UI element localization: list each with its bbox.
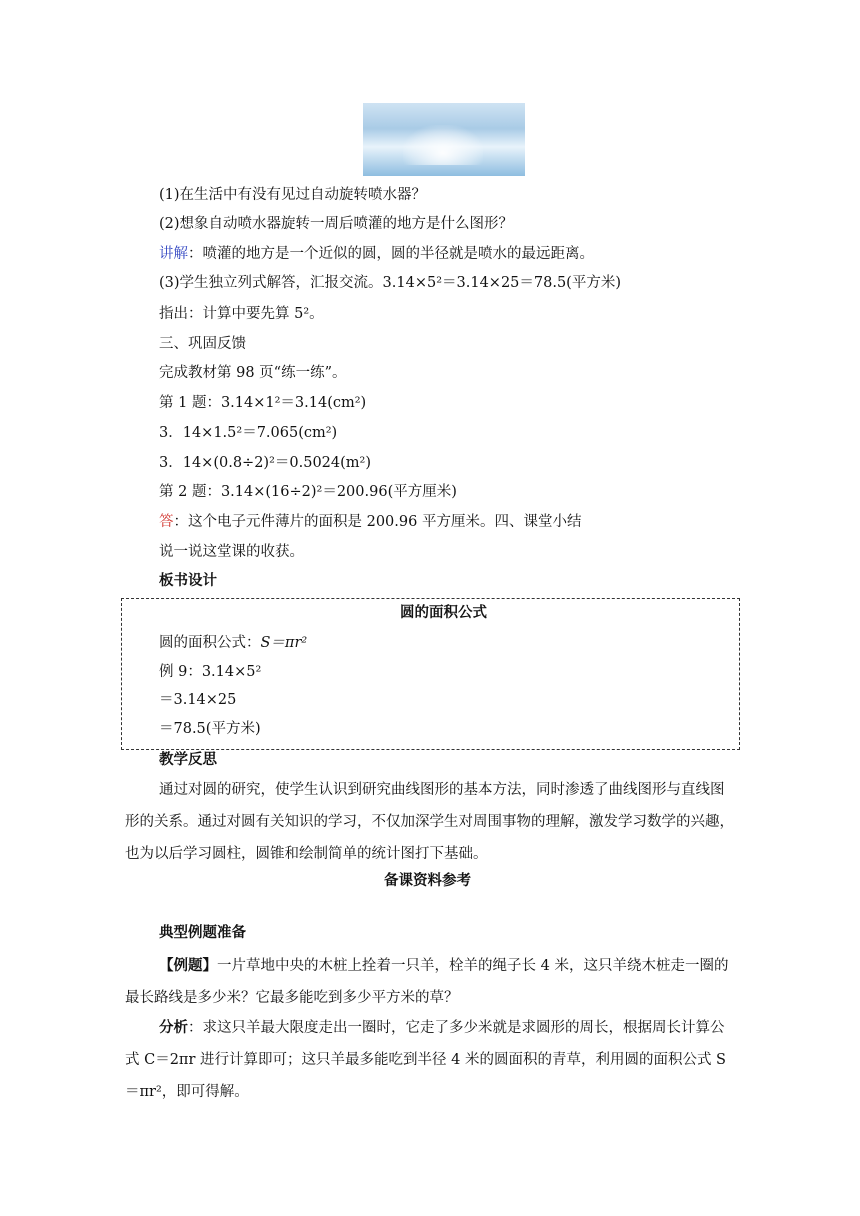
board-example: 例 9：3.14×5² — [159, 664, 262, 680]
textbook-task: 完成教材第 98 页“练一练”。 — [159, 365, 347, 381]
exercise-1: 第 1 题：3.14×1²＝3.14(cm²) — [159, 395, 367, 411]
explanation — [159, 244, 594, 264]
exercise-1b: 3．14×1.5²＝7.065(cm²) — [159, 425, 338, 441]
section-3-heading: 三、巩固反馈 — [159, 336, 246, 352]
board-design-heading: 板书设计 — [159, 573, 217, 589]
explain-label: 讲解 — [159, 246, 188, 262]
reference-title: 备课资料参考 — [384, 873, 471, 889]
question-3: (3)学生独立列式解答，汇报交流。3.14×5²＝3.14×25＝78.5(平方米) — [159, 275, 621, 291]
example-text: 一片草地中央的木桩上拴着一只羊，栓羊的绳子长 4 米，这只羊绕木桩走一圈的最长路线是多少米？它最多能吃到多少平方米的草？ — [125, 958, 729, 1006]
board-title: 圆的面积公式 — [400, 605, 487, 621]
answer — [159, 512, 581, 532]
question-1: (1)在生活中有没有见过自动旋转喷水器？ — [159, 187, 427, 203]
summary-prompt: 说一说这堂课的收获。 — [159, 544, 304, 560]
exercise-1c: 3．14×(0.8÷2)²＝0.5024(m²) — [159, 455, 371, 471]
analysis-text: ：求这只羊最大限度走出一圈时，它走了多少米就是求圆形的周长，根据周长计算公式 C＝2πr 进行计算即可；这只羊最多能吃到半径 4 米的圆面积的青草，利用圆的面积公式 S＝πr²，即可得解。 — [125, 1020, 726, 1100]
reflection-heading: 教学反思 — [159, 752, 217, 768]
analysis-label: 分析 — [159, 1020, 188, 1036]
board-formula — [159, 633, 307, 653]
sprinkler-image — [363, 103, 525, 176]
exercise-2: 第 2 题：3.14×(16÷2)²＝200.96(平方厘米) — [159, 484, 457, 500]
formula: S＝πr² — [260, 635, 308, 651]
example-label: 【例题】 — [159, 958, 217, 974]
board-step-2: ＝78.5(平方米) — [159, 721, 261, 737]
answer-label: 答 — [159, 514, 174, 530]
answer-text: ：这个电子元件薄片的面积是 200.96 平方厘米。四、课堂小结 — [173, 514, 582, 530]
prep-heading: 典型例题准备 — [159, 925, 246, 941]
explain-text: ：喷灌的地方是一个近似的圆，圆的半径就是喷水的最远距离。 — [188, 246, 594, 262]
water-spray — [403, 125, 483, 165]
reflection-text: 通过对圆的研究，使学生认识到研究曲线图形的基本方法，同时渗透了曲线图形与直线图形的关系。通过对圆有关知识的学习，不仅加深学生对周围事物的理解，激发学习数学的兴趣，也为以后学习圆柱，圆锥和绘制简单的统计图打下基础。 — [125, 782, 734, 862]
formula-prefix: 圆的面积公式： — [159, 635, 261, 651]
board-step-1: ＝3.14×25 — [159, 692, 237, 708]
question-2: (2)想象自动喷水器旋转一周后喷灌的地方是什么图形？ — [159, 216, 514, 232]
point-note: 指出：计算中要先算 5²。 — [159, 306, 324, 322]
example-paragraph — [125, 950, 737, 1014]
analysis-paragraph — [125, 1012, 737, 1108]
